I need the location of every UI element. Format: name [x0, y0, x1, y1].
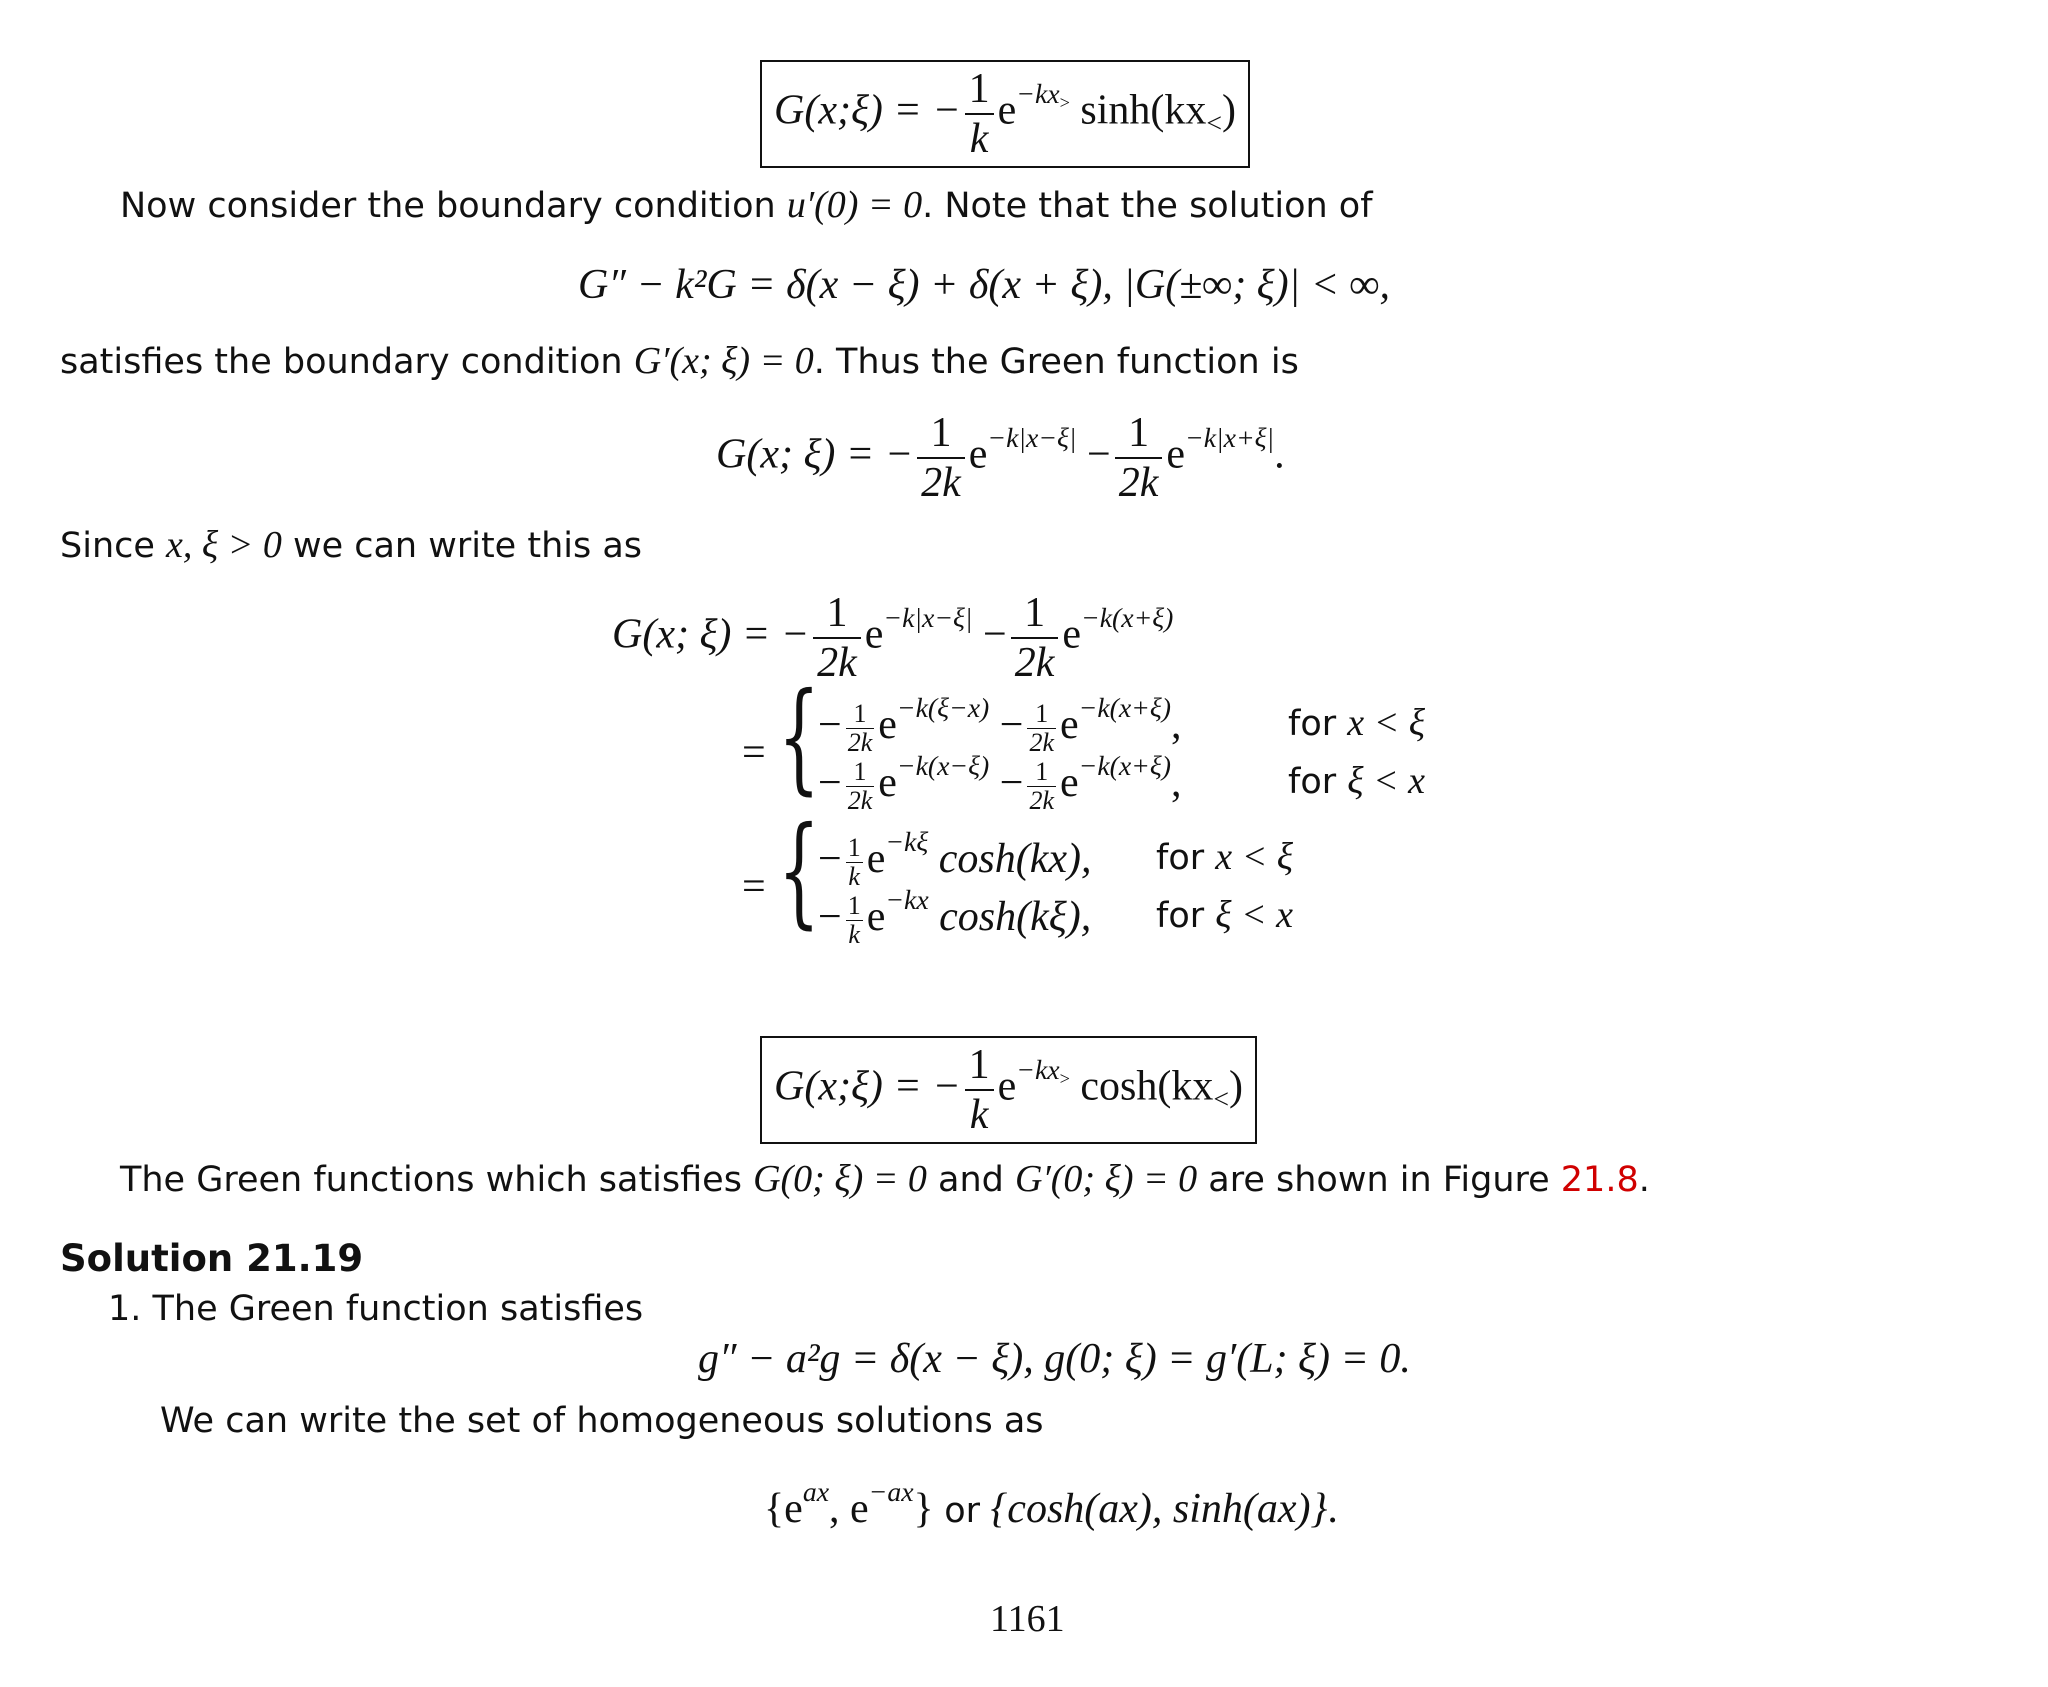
equation-green-sum: G(x; ξ) = − $\frac{1}{2k}$ $e^{-k|x-\xi|}$ − $\frac{1}{2k}$ $e^{-k|x+\xi|}$.: [716, 410, 1285, 506]
paragraph-satisfies: satisfies the boundary condition G′(x; ξ) = 0. Thus the Green function is: [60, 340, 1299, 382]
boxed-equation-sinh: G(x;ξ) = − $\frac{1}{k}$ $e^{-kx_>}$ $\sinh(kx_<)$: [760, 60, 1250, 168]
case-condition-4: for ξ < x: [1156, 894, 1294, 936]
case-row-4: − $\frac{1}{k}$ $e^{-kx}$ cosh(kξ),: [818, 884, 1092, 949]
case-row-3: − $\frac{1}{k}$ $e^{-k\xi}$ cosh(kx),: [818, 826, 1092, 891]
eq1-fraction: $\frac{1}{k}$: [965, 68, 994, 160]
equation-aligned-line1: G(x; ξ) = − $\frac{1}{2k}$ $e^{-k|x-\xi|}$ − $\frac{1}{2k}$ $e^{-k(x+\xi)}$: [612, 590, 1174, 686]
figure-link[interactable]: 21.8: [1560, 1160, 1639, 1200]
equation-green-ode: G″ − k²G = δ(x − ξ) + δ(x + ξ), |G(±∞; ξ)| < ∞,: [578, 262, 1390, 308]
page-number: 1161: [990, 1598, 1065, 1640]
eq1-exp-e: e: [997, 87, 1017, 134]
case-row-1: − $\frac{1}{2k}$ $e^{-k(\xi-x)}$ − $\frac{1}{2k}$ $e^{-k(x+\xi)}$,: [818, 692, 1182, 757]
equals-sign-1: =: [742, 730, 766, 776]
paragraph-figure-reference: The Green functions which satisfies G(0; ξ) = 0 and G′(0; ξ) = 0 are shown in Figure 21.8.: [120, 1158, 1650, 1200]
case-condition-1: for x < ξ: [1288, 702, 1426, 744]
section-heading: Solution 21.19: [60, 1237, 364, 1280]
left-brace-2: {: [778, 802, 820, 941]
eq1-sinh: sinh(kx: [1080, 87, 1207, 134]
boxed-equation-cosh: G(x;ξ) = − $\frac{1}{k}$ $e^{-kx_>}$ $\cosh(kx_<)$: [760, 1036, 1257, 1144]
equals-sign-2: =: [742, 864, 766, 910]
case-condition-2: for ξ < x: [1288, 760, 1426, 802]
paragraph-since: Since x, ξ > 0 we can write this as: [60, 524, 643, 566]
list-item-1: 1. The Green function satisfies: [108, 1289, 644, 1329]
equation-solution-sets: {$e^{ax}$, $e^{-ax}$} or {cosh(ax), sinh(ax)}.: [764, 1476, 1338, 1532]
case-condition-3: for x < ξ: [1156, 836, 1294, 878]
paragraph-boundary-condition: Now consider the boundary condition u′(0) = 0. Note that the solution of: [120, 184, 1373, 226]
paragraph-homogeneous: We can write the set of homogeneous solutions as: [160, 1401, 1044, 1441]
case-row-2: − $\frac{1}{2k}$ $e^{-k(x-\xi)}$ − $\frac{1}{2k}$ $e^{-k(x+\xi)}$,: [818, 750, 1182, 815]
left-brace-1: {: [778, 668, 820, 807]
eq1-lhs: G(x;ξ) = −: [774, 87, 961, 134]
equation-g-ode: g″ − a²g = δ(x − ξ), g(0; ξ) = g′(L; ξ) = 0.: [698, 1336, 1411, 1382]
